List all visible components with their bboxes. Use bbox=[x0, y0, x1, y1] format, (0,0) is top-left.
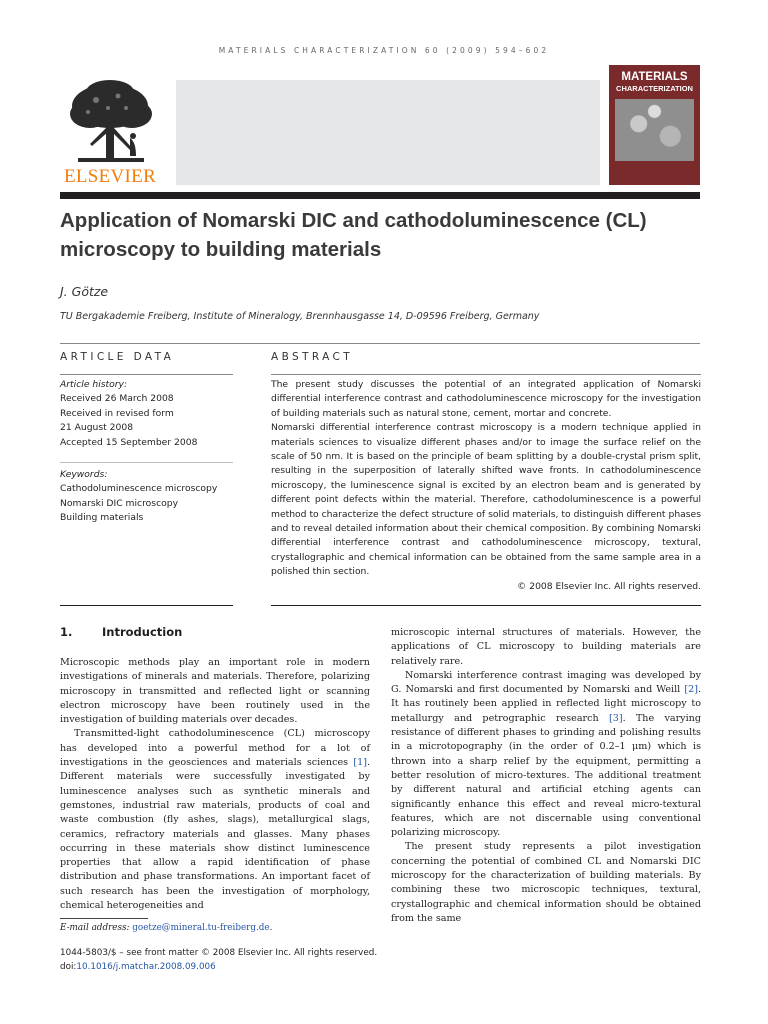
citation-link[interactable]: [2] bbox=[684, 684, 698, 696]
email-link[interactable]: goetze@mineral.tu-freiberg.de bbox=[132, 923, 270, 933]
article-history bbox=[60, 378, 235, 450]
divider bbox=[60, 605, 233, 606]
doi-line: doi:10.1016/j.matchar.2008.09.006 bbox=[60, 962, 216, 972]
divider bbox=[60, 343, 700, 344]
section-number: 1. bbox=[60, 625, 73, 639]
body-column-right bbox=[391, 626, 701, 926]
abstract-heading: ABSTRACT bbox=[271, 351, 354, 363]
section-heading bbox=[60, 625, 182, 639]
footnote: E-mail address: goetze@mineral.tu-freiberg.de. bbox=[60, 923, 273, 933]
cover-subtitle: CHARACTERIZATION bbox=[616, 84, 693, 93]
email-label: E-mail address: bbox=[60, 923, 133, 933]
publisher-logo-text: ELSEVIER bbox=[63, 166, 157, 187]
front-matter bbox=[60, 946, 377, 974]
tree-icon bbox=[60, 78, 160, 166]
history-line: Received in revised form bbox=[60, 407, 174, 419]
header-banner bbox=[176, 80, 600, 185]
citation-link[interactable]: [1] bbox=[353, 757, 367, 769]
history-line: 21 August 2008 bbox=[60, 422, 134, 434]
citation-link[interactable]: [3] bbox=[608, 712, 623, 724]
keyword: Cathodoluminescence microscopy bbox=[60, 483, 218, 495]
divider bbox=[271, 374, 701, 375]
divider bbox=[271, 605, 701, 606]
body-paragraph: The present study represents a pilot investigation concerning the potential of combined CL and Nomarski DIC microscopy for the characterization of building materials. By combining these two microscopic techniques, textural, crystallographic and chemical information should be obtained from the same bbox=[391, 841, 701, 924]
body-paragraph: microscopic internal structures of materials. However, the applications of CL microscopy to building materials are relatively rare. bbox=[391, 627, 701, 667]
journal-cover-thumbnail bbox=[609, 65, 700, 185]
doi-link[interactable]: 10.1016/j.matchar.2008.09.006 bbox=[76, 962, 216, 972]
cover-title: MATERIALS bbox=[621, 71, 688, 83]
front-matter-line: 1044-5803/$ – see front matter © 2008 Elsevier Inc. All rights reserved. bbox=[60, 948, 378, 958]
divider bbox=[60, 374, 233, 375]
section-title: Introduction bbox=[102, 625, 183, 639]
divider bbox=[60, 462, 233, 463]
history-label: Article history: bbox=[60, 379, 128, 390]
body-paragraph: Microscopic methods play an important role in modern investigations of minerals and materials. Therefore, polarizing microscopy in transmitted and reflected light or scanning electron microscopy have been routinely used in the investigation of building materials over decades. bbox=[60, 657, 370, 726]
header-rule bbox=[60, 192, 700, 199]
author-name: J. Götze bbox=[60, 284, 109, 299]
abstract-paragraph: Nomarski differential interference contrast microscopy is a modern technique applied in materials sciences to visualize different phases and/or to image the surface relief on the scale of 50 nm. It is based on the principle of beam splitting by a double-crystal prism split, resulting in the superposition of laterally shifted wave fronts. In cathodoluminescence microscopy, the luminescence signal is excited by an electron beam and is generated by different point defects within the material. Therefore, cathodoluminescence is a powerful method to characterize the defect structure of solid materials, to distinguish different phases and to reveal detailed information about their chemical composition. By combining Nomarski differential interference contrast and cathodoluminescence microscopy, textural, crystallographic and chemical information can be obtained from the same sample area in a polished thin section. bbox=[271, 422, 701, 578]
body-column-left bbox=[60, 656, 370, 913]
body-paragraph: Transmitted-light cathodoluminescence (CL) microscopy has developed into a powerful method for a lot of investigations in the geosciences and materials sciences [1]. Different materials were successfully investigated by luminescence analyses such as synthetic minerals and gemstones, industrial raw materials, products of coal and waste combustion (fly ashes, slags), metallurgical slags, ceramics, refractory materials and glasses. Many phases occurring in these materials show distinct luminescence properties that allow a rapid identification of phase distribution and phase transformations. An important facet of such research has been the investigation of morphology, chemical heterogeneities and bbox=[60, 728, 370, 912]
history-line: Accepted 15 September 2008 bbox=[60, 436, 198, 448]
keywords bbox=[60, 468, 235, 526]
body-paragraph: Nomarski interference contrast imaging was developed by G. Nomarski and first documented by Nomarski and Weill [2]. It has routinely been applied in reflected light microscopy to metallurgy and petrographic research [3]. The varying resistance of different phases to grinding and polishing results in a microtopography (in the order of 0.2–1 μm) which is thrown into a sharp relief by the equipment, permitting a better resolution of micro-textures. The additional treatment by different natural and artificial etching agents can significantly enhance this effect and reveal micro-textural features, which are not discernable using conventional polarizing microscopy. bbox=[391, 669, 701, 839]
journal-running-header: MATERIALS CHARACTERIZATION 60 (2009) 594–602 bbox=[218, 46, 550, 55]
footnote-rule bbox=[60, 918, 148, 919]
keyword: Nomarski DIC microscopy bbox=[60, 497, 179, 509]
history-line: Received 26 March 2008 bbox=[60, 393, 174, 405]
abstract-paragraph: The present study discusses the potential of an integrated application of Nomarski differential interference contrast and cathodoluminescence microscopy for the investigation of building materials such as natural stone, cement, mortar and concrete. bbox=[271, 379, 701, 419]
keyword: Building materials bbox=[60, 512, 144, 524]
article-data-heading: ARTICLE DATA bbox=[60, 351, 175, 363]
keywords-label: Keywords: bbox=[60, 469, 108, 480]
author-affiliation: TU Bergakademie Freiberg, Institute of Mineralogy, Brennhausgasse 14, D-09596 Freiberg, Germany bbox=[60, 311, 540, 322]
abstract-body bbox=[271, 378, 701, 594]
abstract-copyright: © 2008 Elsevier Inc. All rights reserved. bbox=[517, 580, 701, 592]
cover-image bbox=[615, 99, 694, 161]
article-title: Application of Nomarski DIC and cathodoluminescence (CL) microscopy to building materials bbox=[60, 209, 647, 261]
